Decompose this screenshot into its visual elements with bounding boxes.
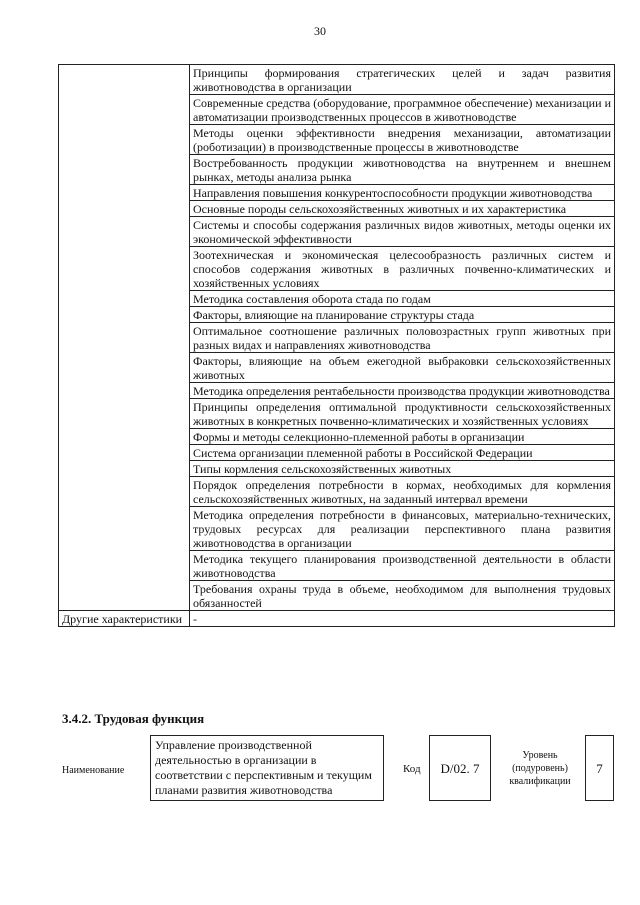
other-characteristics-row: [59, 611, 615, 627]
table-row: [59, 65, 615, 95]
knowledge-item: Факторы, влияющие на объем ежегодной выбраковки сельскохозяйственных животных: [190, 353, 615, 383]
row-label-empty: [59, 581, 190, 611]
row-label-empty: [59, 95, 190, 125]
knowledge-item: Методика определения потребности в финансовых, материально-технических, трудовых ресурсах для реализации перспективного плана развития животноводства в организации: [190, 507, 615, 551]
row-label-empty: [59, 429, 190, 445]
knowledge-item: Факторы, влияющие на планирование структуры стада: [190, 307, 615, 323]
other-characteristics-value: -: [190, 611, 615, 627]
knowledge-table: [58, 64, 615, 627]
table-row: [59, 217, 615, 247]
row-label-empty: [59, 247, 190, 291]
code-value: D/02. 7: [429, 735, 491, 801]
row-label-empty: [59, 217, 190, 247]
table-row: [59, 323, 615, 353]
row-label-empty: [59, 445, 190, 461]
knowledge-item: Методика определения рентабельности производства продукции животноводства: [190, 383, 615, 399]
name-label: Наименование: [62, 765, 125, 776]
row-label-empty: [59, 201, 190, 217]
row-label-empty: [59, 551, 190, 581]
table-row: [59, 581, 615, 611]
knowledge-item: Методы оценки эффективности внедрения механизации, автоматизации (роботизации) в производственные процессы в животноводстве: [190, 125, 615, 155]
row-label-empty: [59, 399, 190, 429]
knowledge-item: Востребованность продукции животноводства на внутреннем и внешнем рынках, методы анализа рынка: [190, 155, 615, 185]
table-row: [59, 155, 615, 185]
row-label-empty: [59, 185, 190, 201]
knowledge-item: Принципы формирования стратегических целей и задач развития животноводства в организации: [190, 65, 615, 95]
row-label-empty: [59, 477, 190, 507]
table-row: [59, 551, 615, 581]
labor-function-table: [58, 735, 614, 803]
knowledge-item: Методика составления оборота стада по годам: [190, 291, 615, 307]
page-number: 30: [314, 24, 326, 38]
table-row: [59, 383, 615, 399]
row-label-empty: [59, 323, 190, 353]
row-label-empty: [59, 291, 190, 307]
table-row: [59, 353, 615, 383]
knowledge-item: Системы и способы содержания различных видов животных, методы оценки их экономической эффективности: [190, 217, 615, 247]
table-row: [59, 95, 615, 125]
table-row: [59, 185, 615, 201]
row-label-empty: [59, 461, 190, 477]
knowledge-item: Оптимальное соотношение различных половозрастных групп животных при разных видах и направлениях животноводства: [190, 323, 615, 353]
knowledge-item: Принципы определения оптимальной продуктивности сельскохозяйственных животных в конкретных почвенно-климатических и хозяйственных условиях: [190, 399, 615, 429]
table-row: [59, 125, 615, 155]
other-characteristics-label: Другие характеристики: [59, 611, 190, 627]
table-row: [59, 461, 615, 477]
knowledge-item: Типы кормления сельскохозяйственных животных: [190, 461, 615, 477]
knowledge-item: Современные средства (оборудование, программное обеспечение) механизации и автоматизации производственных процессов в животноводстве: [190, 95, 615, 125]
qualification-level-label: Уровень (подуровень) квалификации: [509, 750, 571, 787]
row-label-empty: [59, 125, 190, 155]
table-row: [59, 507, 615, 551]
row-label-empty: [59, 155, 190, 185]
row-label-empty: [59, 383, 190, 399]
table-row: [59, 399, 615, 429]
table-row: [59, 477, 615, 507]
knowledge-item: Методика текущего планирования производственной деятельности в области животноводства: [190, 551, 615, 581]
knowledge-item: Порядок определения потребности в кормах, необходимых для кормления сельскохозяйственных животных, на заданный интервал времени: [190, 477, 615, 507]
table-row: [59, 247, 615, 291]
row-label-empty: [59, 507, 190, 551]
knowledge-item: Формы и методы селекционно-племенной работы в организации: [190, 429, 615, 445]
row-label-empty: [59, 65, 190, 95]
name-value: Управление производственной деятельностью в организации в соответствии с перспективным и текущим планами развития животноводства: [150, 735, 384, 801]
table-row: [59, 445, 615, 461]
knowledge-item: Основные породы сельскохозяйственных животных и их характеристика: [190, 201, 615, 217]
knowledge-item: Требования охраны труда в объеме, необходимом для выполнения трудовых обязанностей: [190, 581, 615, 611]
row-label-empty: [59, 353, 190, 383]
row-label-empty: [59, 307, 190, 323]
table-row: [59, 429, 615, 445]
table-row: [59, 201, 615, 217]
qualification-level-value: 7: [585, 735, 614, 801]
table-row: [59, 291, 615, 307]
knowledge-item: Направления повышения конкурентоспособности продукции животноводства: [190, 185, 615, 201]
section-heading: 3.4.2. Трудовая функция: [62, 711, 205, 726]
table-row: [59, 307, 615, 323]
knowledge-item: Зоотехническая и экономическая целесообразность различных систем и способов содержания животных в различных почвенно-климатических и хозяйственных условиях: [190, 247, 615, 291]
code-label: Код: [403, 763, 421, 775]
knowledge-item: Система организации племенной работы в Российской Федерации: [190, 445, 615, 461]
